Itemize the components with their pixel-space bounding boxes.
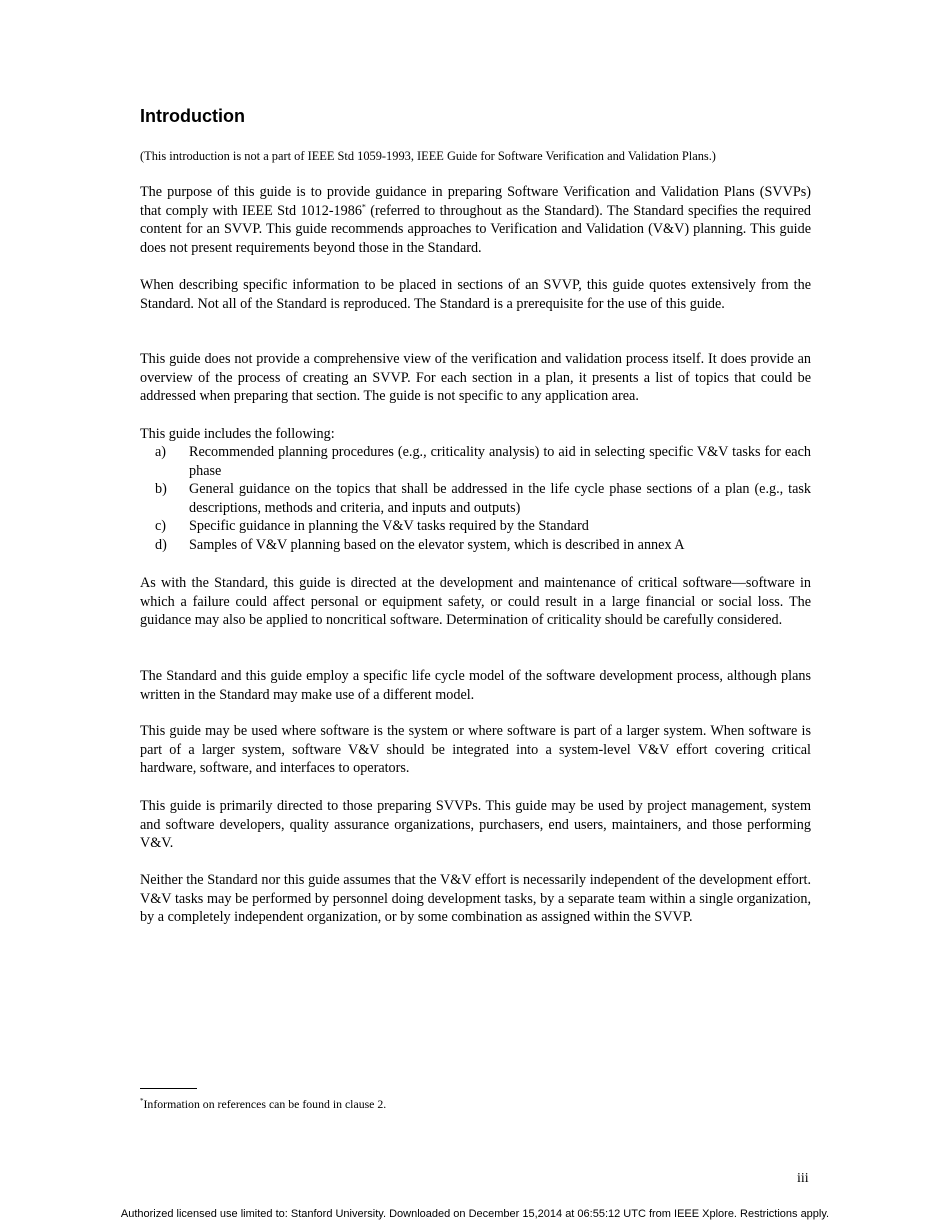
list-item [140, 536, 811, 555]
paragraph-audience: This guide is primarily directed to those preparing SVVPs. This guide may be used by project management, system and software developers, quality assurance organizations, purchasers, end users, maintainers, and those performing V&V. [140, 798, 811, 851]
list-item [140, 443, 811, 480]
list-item-marker: d) [155, 536, 167, 553]
list-item-text: Recommended planning procedures (e.g., criticality analysis) to aid in selecting specific V&V tasks for each phase [189, 444, 811, 479]
page-number: iii [797, 1171, 809, 1186]
footnote-text: Information on references can be found in clause 2. [143, 1097, 387, 1111]
paragraph-includes-intro: This guide includes the following: [140, 426, 335, 442]
paragraph-independence: Neither the Standard nor this guide assumes that the V&V effort is necessarily independent of the development effort. V&V tasks may be performed by personnel doing development tasks, by a separate team within a single organization, by a completely independent organization, or by some combination as assigned within the SVVP. [140, 872, 811, 925]
footnote-mark: * [140, 1097, 144, 1106]
introduction-note: (This introduction is not a part of IEEE Std 1059-1993, IEEE Guide for Software Verification and Validation Plans.) [140, 149, 716, 163]
list-item-text: Specific guidance in planning the V&V tasks required by the Standard [189, 518, 589, 534]
list-item-text: Samples of V&V planning based on the elevator system, which is described in annex A [189, 536, 685, 553]
list-item [140, 480, 811, 517]
paragraph-life-cycle: The Standard and this guide employ a specific life cycle model of the software development process, although plans written in the Standard may make use of a different model. [140, 668, 811, 703]
footnote [140, 1097, 386, 1112]
footnote-divider [140, 1088, 197, 1089]
list-item-marker: b) [155, 481, 167, 497]
section-heading: Introduction [140, 106, 245, 126]
paragraph-system-context: This guide may be used where software is the system or where software is part of a larger system. When software is part of a larger system, software V&V should be integrated into a system-level V&V effort covering critical hardware, software, and interfaces to operators. [140, 723, 811, 776]
paragraph-purpose-start: The purpose of this guide is to provide guidance in preparing Software Verification and Validation Plans (SVVPs) that comply with IEEE Std 1012-1986 [140, 184, 811, 219]
paragraph-purpose-end: (referred to throughout as the Standard). The Standard specifies the required content for an SVVP. This guide recommends approaches to Verification and Validation (V&V) planning. This guide does not present requirements beyond those in the Standard. [140, 202, 811, 256]
list-item-text: General guidance on the topics that shall be addressed in the life cycle phase sections of a plan (e.g., task descriptions, methods and criteria, and inputs and outputs) [189, 481, 811, 516]
contents-list [140, 443, 811, 554]
list-item-marker: c) [155, 518, 167, 534]
footnote-reference-mark: * [361, 201, 366, 211]
paragraph-purpose [140, 183, 811, 257]
paragraph-critical-software: As with the Standard, this guide is directed at the development and maintenance of critical software—software in which a failure could affect personal or equipment safety, or could result in a large financial or social loss. The guidance may also be applied to noncritical software. Determination of criticality should be carefully considered. [140, 575, 811, 628]
list-item-marker: a) [155, 444, 167, 460]
license-notice: Authorized licensed use limited to: Stanford University. Downloaded on December 15,2014 at 06:55:12 UTC from IEEE Xplore. Restrictions apply. [120, 1208, 830, 1220]
paragraph-scope: This guide does not provide a comprehensive view of the verification and validation process itself. It does provide an overview of the process of creating an SVVP. For each section in a plan, it presents a list of topics that could be addressed when preparing that section. The guide is not specific to any application area. [140, 351, 811, 404]
list-item [140, 517, 811, 536]
paragraph-quoting: When describing specific information to be placed in sections of an SVVP, this guide quotes extensively from the Standard. Not all of the Standard is reproduced. The Standard is a prerequisite for the use of this guide. [140, 277, 811, 312]
